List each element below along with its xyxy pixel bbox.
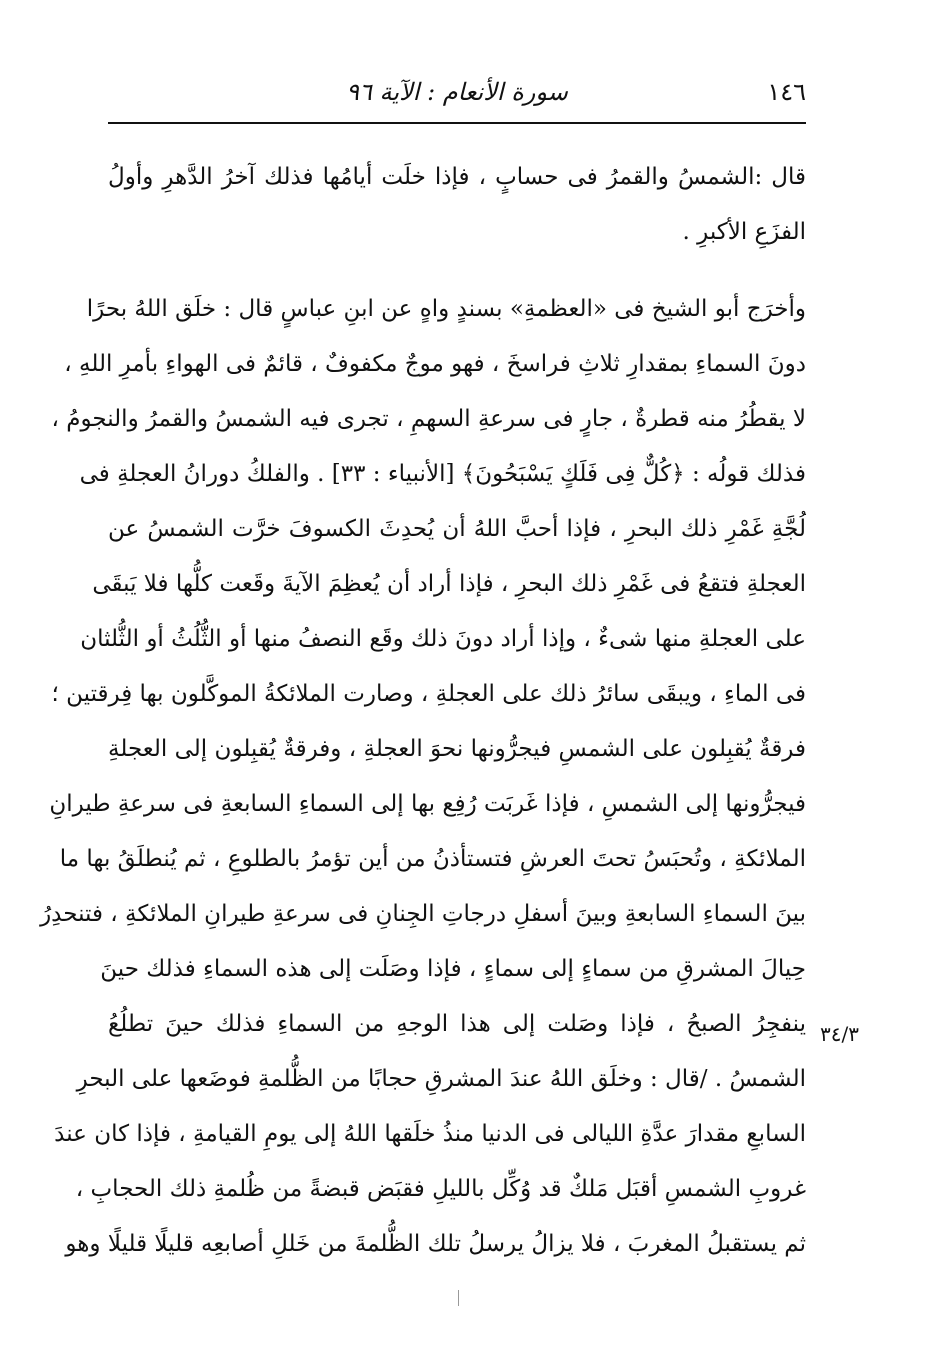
scan-mark <box>458 1290 460 1306</box>
text-line: ثم يستقبلُ المغربَ ، فلا يزالُ يرسلُ تلك الظُّلمةَ من خَللِ أصابعِه قليلًا قليلًا وهو <box>65 1231 806 1257</box>
text-line: قال :الشمسُ والقمرُ فى حسابٍ ، فإذا خلَت أيامُها فذلك آخرُ الدَّهرِ وأولُ <box>108 164 806 190</box>
text-line: فى الماءِ ، ويبقَى سائرُ ذلك على العجلةِ ، وصارت الملائكةُ الموكَّلون بها فِرقتين ؛ <box>51 681 806 707</box>
text-line: دونَ السماءِ بمقدارِ ثلاثِ فراسخَ ، فهو موجٌ مكفوفٌ ، قائمٌ فى الهواءِ بأمرِ اللهِ ، <box>64 351 806 377</box>
body-text <box>40 150 806 1272</box>
text-line: السابعِ مقدارَ عدَّةِ الليالى فى الدنيا منذُ خلَقها اللهُ إلى يومِ القيامةِ ، فإذا كان عندَ <box>54 1121 806 1147</box>
text-line: الفزَعِ الأكبرِ . <box>682 219 806 245</box>
text-line: فيجرُّونها إلى الشمسِ ، فإذا غَربَت رُفِع بها إلى السماءِ السابعةِ فى سرعةِ طيرانِ <box>49 791 806 817</box>
text-line: على العجلةِ منها شىءٌ ، وإذا أراد دونَ ذلك وقَع النصفُ منها أو الثُّلُثُ أو الثُّلثان <box>80 626 806 652</box>
paragraph-1 <box>108 150 806 260</box>
margin-reference-note: ٣٤/٣ <box>820 1022 859 1046</box>
text-line: فرقةٌ يُقبِلون على الشمسِ فيجرُّونها نحوَ العجلةِ ، وفرقةٌ يُقبِلون إلى العجلةِ <box>108 736 806 762</box>
text-line: حِيالَ المشرقِ من سماءٍ إلى سماءٍ ، فإذا وصَلَت إلى هذه السماءِ فذلك حينَ <box>100 956 806 982</box>
text-line: لُجَّةِ غَمْرِ ذلك البحرِ ، فإذا أحبَّ اللهُ أن يُحدِثَ الكسوفَ خرَّت الشمسُ عن <box>108 516 806 542</box>
text-line: العجلةِ فتقعُ فى غَمْرِ ذلك البحرِ ، فإذا أراد أن يُعظِمَ الآيةَ وقَعت كلُّها فلا يَبقَى <box>92 571 806 597</box>
text-line: الشمسُ . /قال : وخلَق اللهُ عندَ المشرقِ حجابًا من الظُّلمةِ فوضَعها على البحرِ <box>76 1066 806 1092</box>
running-title: سورة الأنعام : الآية ٩٦ <box>346 78 568 106</box>
page-header <box>108 72 806 112</box>
paragraph-2 <box>40 282 806 1272</box>
text-line: غروبِ الشمسِ أقبَل مَلكٌ قد وُكِّل بالليلِ فقبَض قبضةً من ظُلمةِ ذلك الحجابِ ، <box>75 1176 806 1202</box>
text-line: فذلك قولُه : ﴿كُلٌّ فِى فَلَكٍ يَسْبَحُونَ﴾ [الأنبياء : ٣٣] . والفلكُ دورانُ العجلةِ فى <box>79 461 806 487</box>
text-line: الملائكةِ ، وتُحبَسُ تحتَ العرشِ فتستأذنُ من أين تؤمرُ بالطلوعِ ، ثم يُنطلَقُ بها ما <box>59 846 806 872</box>
text-line: ينفجِرُ الصبحُ ، فإذا وصَلت إلى هذا الوجهِ من السماءِ فذلك حينَ تطلُعُ <box>108 1011 806 1037</box>
paragraph-gap <box>108 260 806 282</box>
text-line: وأخرَج أبو الشيخ فى «العظمةِ» بسندٍ واهٍ عن ابنِ عباسٍ قال : خلَق اللهُ بحرًا <box>86 296 806 322</box>
text-line: بينَ السماءِ السابعةِ وبينَ أسفلِ درجاتِ الجِنانِ فى سرعةِ طيرانِ الملائكةِ ، فتنحدِرُ <box>40 901 806 927</box>
text-line: لا يقطُرُ منه قطرةٌ ، جارٍ فى سرعةِ السهمِ ، تجرى فيه الشمسُ والقمرُ والنجومُ ، <box>51 406 806 432</box>
header-rule <box>108 122 806 124</box>
page-number: ١٤٦ <box>767 78 806 106</box>
